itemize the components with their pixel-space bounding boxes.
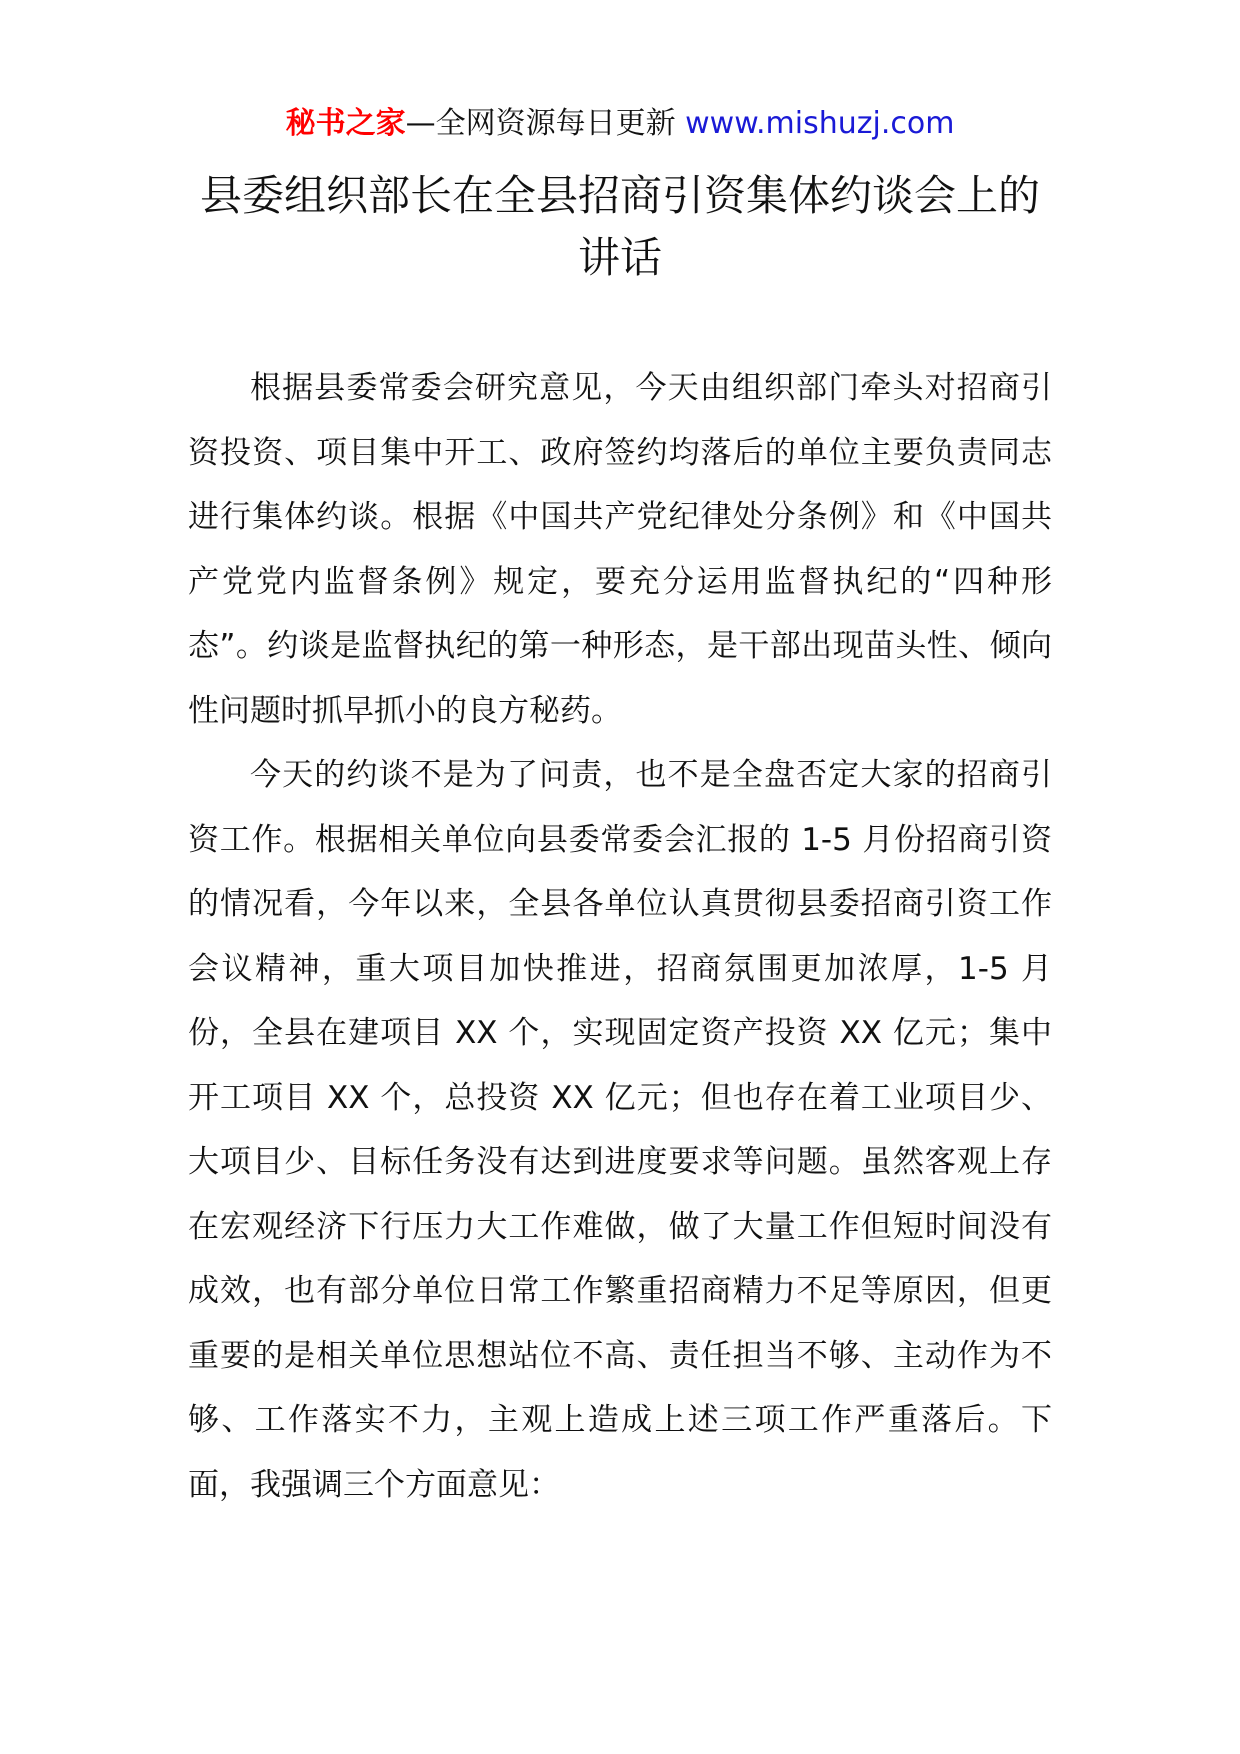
site-url-link[interactable]: www.mishuzj.com xyxy=(685,106,955,141)
site-banner xyxy=(0,102,1240,146)
body-paragraph-2: 今天的约谈不是为了问责，也不是全盘否定大家的招商引资工作。根据相关单位向县委常委会汇报的 1-5 月份招商引资的情况看，今年以来，全县各单位认真贯彻县委招商引资工作会议精神，重大项目加快推进，招商氛围更加浓厚，1-5 月份，全县在建项目 XX 个，实现固定资产投资 XX 亿元；集中开工项目 XX 个，总投资 XX 亿元；但也存在着工业项目少、大项目少、目标任务没有达到进度要求等问题。虽然客观上存在宏观经济下行压力大工作难做，做了大量工作但短时间没有成效，也有部分单位日常工作繁重招商精力不足等原因，但更重要的是相关单位思想站位不高、责任担当不够、主动作为不够、工作落实不力，主观上造成上述三项工作严重落后。下面，我强调三个方面意见： xyxy=(188,757,1052,1503)
site-tagline: —全网资源每日更新 xyxy=(405,106,686,141)
body-paragraph-1: 根据县委常委会研究意见，今天由组织部门牵头对招商引资投资、项目集中开工、政府签约均落后的单位主要负责同志进行集体约谈。根据《中国共产党纪律处分条例》和《中国共产党党内监督条例》规定，要充分运用监督执纪的“四种形态”。约谈是监督执纪的第一种形态，是干部出现苗头性、倾向性问题时抓早抓小的良方秘药。 xyxy=(188,370,1052,729)
document-title: 县委组织部长在全县招商引资集体约谈会上的讲话 xyxy=(199,171,1040,282)
site-brand: 秘书之家 xyxy=(285,106,406,141)
document-body xyxy=(188,356,1052,1517)
